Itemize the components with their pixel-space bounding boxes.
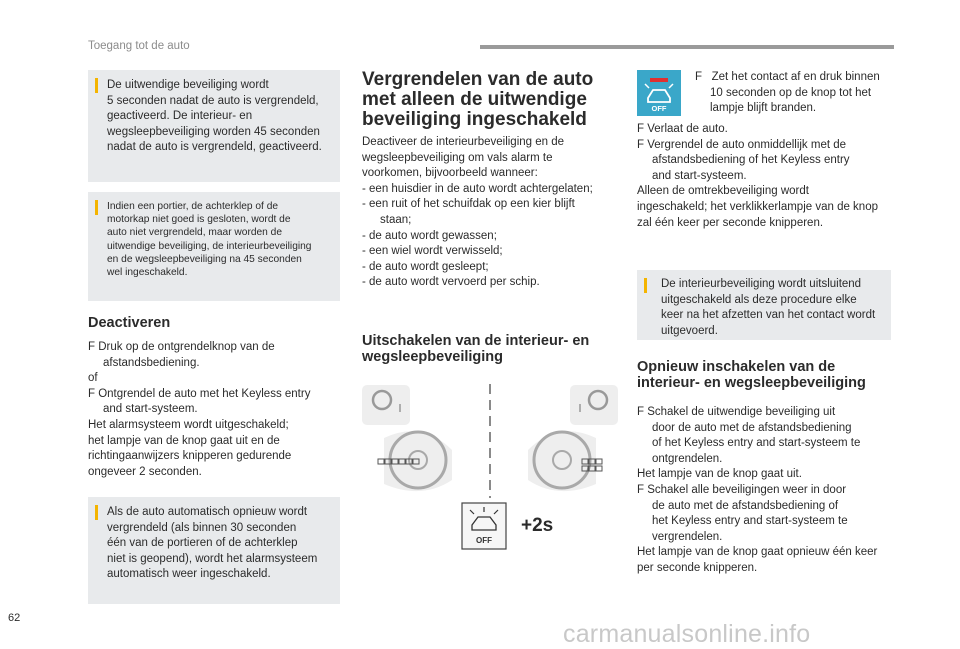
step-switch-off: F Zet het contact af en druk binnen 10 seconden op de knop tot het lampje blijft branden. xyxy=(695,71,880,115)
reactivate-heading: Opnieuw inschakelen van de interieur- en wegsleepbeveiliging xyxy=(637,359,866,391)
watermark: carmanualsonline.info xyxy=(563,620,811,648)
note-text: De uitwendige beveiliging wordt 5 seconden nadat de auto is vergrendeld, geactiveerd. De interieur- en wegsleepbeveiliging worden 45 seconden nadat de auto is vergrendeld, geactiveerd. xyxy=(107,79,322,154)
icon-off-label: OFF xyxy=(651,104,667,113)
note-marker xyxy=(95,505,98,520)
note-text: Indien een portier, de achterklep of de motorkap niet goed is gesloten, wordt de auto niet vergrendeld, maar worden de uitwendige beveiliging, de interieurbeveiliging en de wegsleepbeveiliging na 45 seconden wel ingeschakeld. xyxy=(107,201,312,279)
reactivate-body: F Schakel de uitwendige beveiliging uit door de auto met de afstandsbediening of het Keyless entry and start-systeem te ontgrendelen. Het lampje van de knop gaat uit. F Schakel alle beveiligingen weer in door de auto met de afstandsbediening of het Keyless entry and start-systeem te vergrendelen. Het lampje van de knop gaat opnieuw één keer per seconde knipperen. xyxy=(637,406,878,574)
page-number: 62 xyxy=(8,612,21,624)
hold-duration-label: +2s xyxy=(521,515,554,536)
note-text: De interieurbeveiliging wordt uitsluitend uitgeschakeld als deze procedure elke keer na het afzetten van het contact wordt uitgevoerd. xyxy=(661,278,876,337)
deactivate-heading: Deactiveren xyxy=(88,315,171,331)
section-title: Toegang tot de auto xyxy=(88,40,190,52)
info-note-procedure xyxy=(637,270,891,340)
info-note-auto-relock xyxy=(88,497,340,604)
alarm-off-button-icon xyxy=(637,70,681,116)
lock-exterior-heading: Vergrendelen van de auto met alleen de uitwendige beveiliging ingeschakeld xyxy=(362,69,594,130)
note-marker xyxy=(95,78,98,93)
dashboard-button-illustration xyxy=(362,380,618,562)
note-text: Als de auto automatisch opnieuw wordt vergrendeld (als binnen 30 seconden één van de portieren of de achterklep niet is geopend), wordt het alarmsysteem automatisch weer ingeschakeld. xyxy=(107,506,318,581)
disable-interior-heading: Uitschakelen van de interieur- en wegsleepbeveiliging xyxy=(362,333,590,365)
note-marker xyxy=(95,200,98,215)
header-divider xyxy=(480,45,894,49)
deactivate-body: F Druk op de ontgrendelknop van de afstandsbediening. of F Ontgrendel de auto met het Keyless entry and start-systeem. Het alarmsysteem wordt uitgeschakeld; het lampje van de knop gaat uit en de richtingaanwijzers knipperen gedurende ongeveer 2 seconden. xyxy=(88,341,311,478)
info-note-security-timing xyxy=(88,70,340,182)
lock-exterior-body: Deactiveer de interieurbeveiliging en de wegsleepbeveiliging om vals alarm te voorkomen, bijvoorbeeld wanneer: - een huisdier in de auto wordt achtergelaten; - een ruit of het schuifdak op een kier blijft staan; - de auto wordt gewassen; - een wiel wordt verwisseld; - de auto wordt gesleept; - de auto wordt vervoerd per schip. xyxy=(362,136,593,289)
off-button-label: OFF xyxy=(476,536,492,545)
leave-car-steps: F Verlaat de auto. F Vergrendel de auto onmiddellijk met de afstandsbediening of het Keyless entry and start-systeem. Alleen de omtrekbeveiliging wordt ingeschakeld; het verklikkerlampje van de knop zal één keer per seconde knipperen. xyxy=(637,123,878,229)
info-note-door-open xyxy=(88,192,340,301)
note-marker xyxy=(644,278,647,293)
